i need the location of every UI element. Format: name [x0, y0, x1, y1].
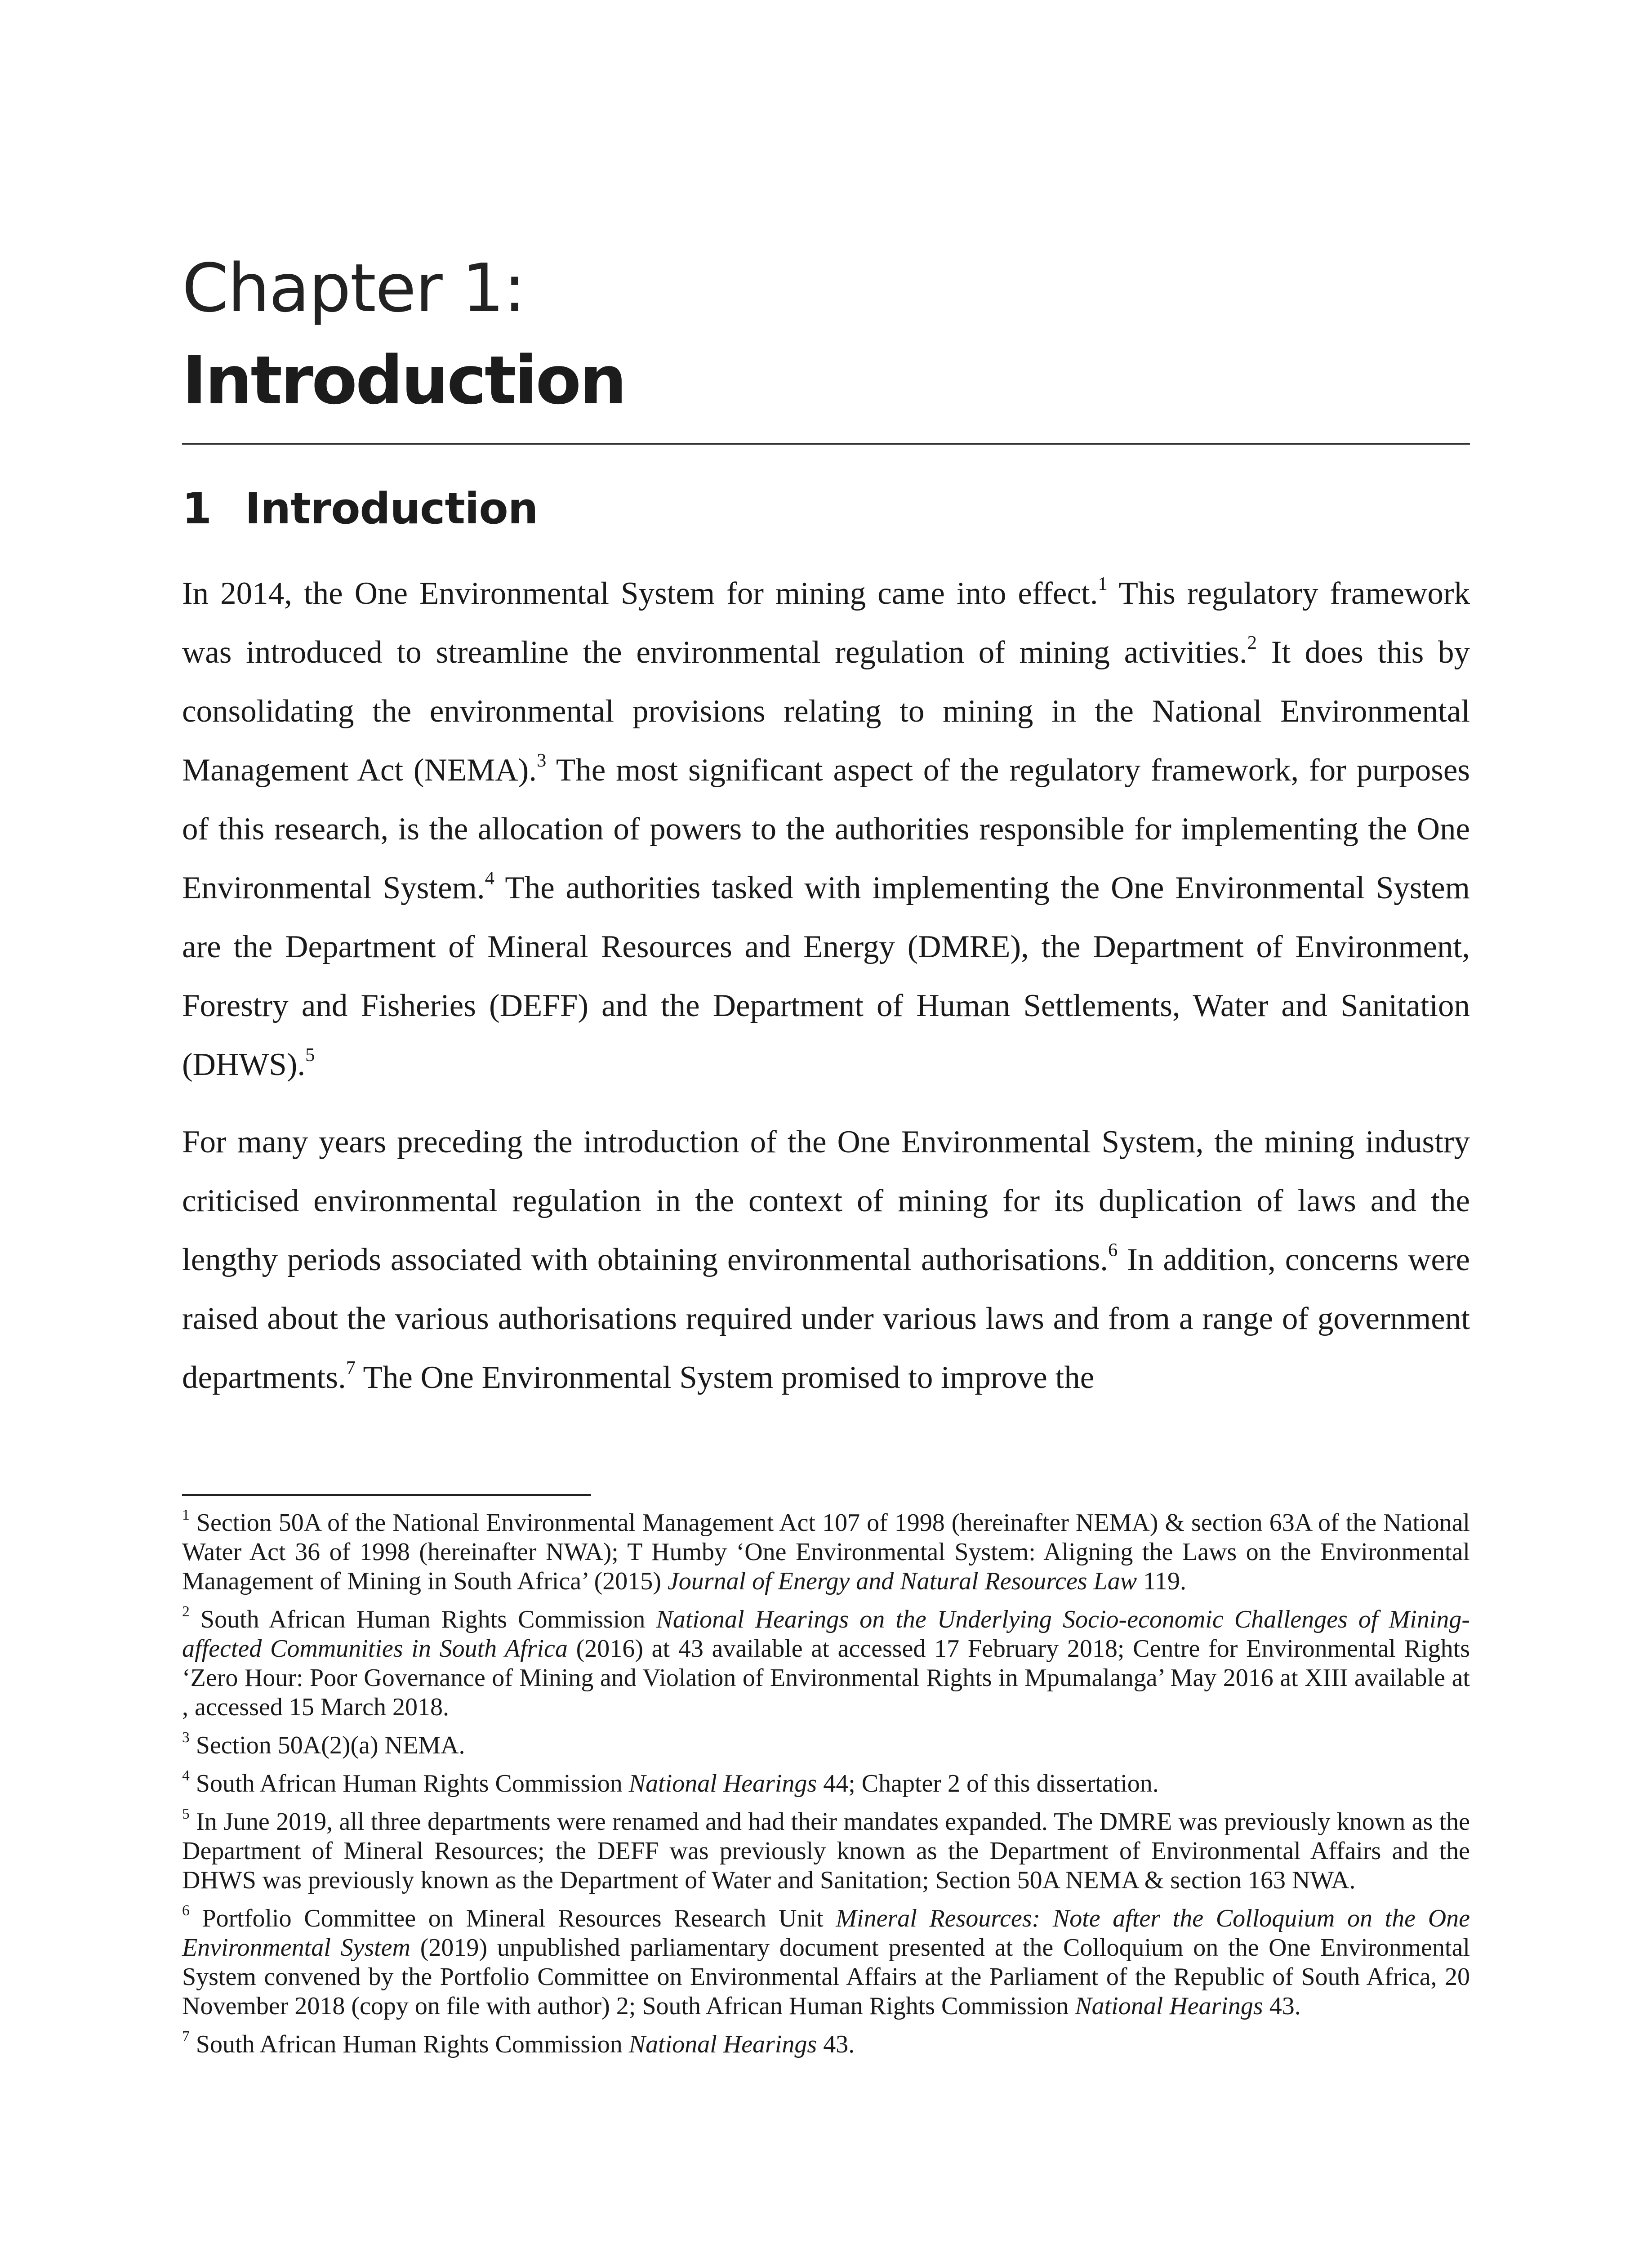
paragraph-text: The most significant aspect of the regulatory framework, for purposes of this research, is the allocation of powers to the authorities responsible for implementing the One Environmental System.	[182, 753, 1470, 905]
footnote-text: South African Human Rights Commission	[189, 1606, 656, 1633]
chapter-divider	[182, 443, 1470, 445]
chapter-title: Introduction	[182, 342, 625, 419]
footnote-ref-6[interactable]: 6	[1108, 1239, 1118, 1261]
footnote-text: 44; Chapter 2 of this dissertation.	[817, 1770, 1159, 1798]
footnote-text: Section 50A of the National Environmental Management Act 107 of 1998 (hereinafter NEMA) & section 63A of the National Water Act 36 of 1998 (hereinafter NWA); T Humby ‘One Environmental System: Aligning the Laws on the Environmental Management of Mining in South Africa’ (2015)	[182, 1509, 1470, 1595]
footnote-text: In June 2019, all three departments were renamed and had their mandates expanded. The DMRE was previously known as the Department of Mineral Resources; the DEFF was previously known as the Department of Environmental Affairs and the DHWS was previously known as the Department of Water and Sanitation; Section 50A NEMA & section 163 NWA.	[182, 1808, 1470, 1894]
footnote-italic-title: Mineral Resources: Note after the Colloquium on the One Environmental System	[182, 1905, 1470, 1962]
footnote-text: (2016) at 43 available at accessed 17 February 2018; Centre for Environmental Rights ‘Zero Hour: Poor Governance of Mining and Violation of Environmental Rights in Mpumalanga’ May 2016 at XIII available at , accessed 15 March 2018.	[182, 1635, 1470, 1721]
footnote-text: Portfolio Committee on Mineral Resources Research Unit	[189, 1905, 836, 1932]
paragraph-text: It does this by consolidating the environmental provisions relating to mining in the National Environmental Management Act (NEMA).	[182, 635, 1470, 788]
footnote-text: (2019) unpublished parliamentary document presented at the Colloquium on the One Environmental System convened by the Portfolio Committee on Environmental Affairs at the Parliament of the Republic of South Africa, 20 November 2018 (copy on file with author) 2; South African Human Rights Commission	[182, 1934, 1470, 2020]
section-title: Introduction	[245, 484, 538, 534]
paragraph-text: The One Environmental System promised to improve the	[356, 1360, 1095, 1395]
footnote-number: 2	[182, 1603, 190, 1620]
footnote-number: 1	[182, 1507, 190, 1524]
footnote-5	[182, 1807, 1470, 1895]
footnote-italic-title: National Hearings	[628, 2030, 817, 2058]
footnote-italic-title: National Hearings	[628, 1770, 817, 1798]
footnote-number: 4	[182, 1767, 190, 1784]
footnote-text: South African Human Rights Commission	[189, 2030, 629, 2058]
paragraph-text: The authorities tasked with implementing the One Environmental System are the Department of Mineral Resources and Energy (DMRE), the Department of Environment, Forestry and Fisheries (DEFF) and the Department of Human Settlements, Water and Sanitation (DHWS).	[182, 870, 1470, 1082]
footnote-italic-title: Journal of Energy and Natural Resources Law	[667, 1567, 1137, 1595]
footnote-7	[182, 2030, 1470, 2059]
footnote-ref-5[interactable]: 5	[305, 1044, 315, 1066]
footnote-2	[182, 1605, 1470, 1722]
body-paragraph-2	[182, 1113, 1470, 1407]
section-heading	[182, 483, 538, 535]
footnote-ref-1[interactable]: 1	[1098, 573, 1108, 594]
footnote-ref-4[interactable]: 4	[485, 867, 494, 889]
paragraph-text: In addition, concerns were raised about the various authorisations required under various laws and from a range of government departments.	[182, 1242, 1470, 1395]
footnote-italic-title: National Hearings on the Underlying Socio-economic Challenges of Mining-affected Communities in South Africa	[182, 1606, 1470, 1663]
footnote-6	[182, 1904, 1470, 2021]
footnote-italic-title: National Hearings	[1075, 1992, 1263, 2020]
footnote-ref-7[interactable]: 7	[346, 1357, 356, 1378]
paragraph-text: This regulatory framework was introduced to streamline the environmental regulation of mining activities.	[182, 576, 1470, 670]
footnote-text: South African Human Rights Commission	[189, 1770, 629, 1798]
footnote-separator	[182, 1494, 591, 1496]
footnote-1	[182, 1508, 1470, 1596]
footnote-ref-3[interactable]: 3	[537, 749, 547, 771]
footnote-text: 43.	[817, 2030, 855, 2058]
footnote-text: 119.	[1137, 1567, 1187, 1595]
paragraph-text: In 2014, the One Environmental System for mining came into effect.	[182, 576, 1098, 611]
footnote-4	[182, 1769, 1470, 1798]
body-paragraph-1	[182, 564, 1470, 1094]
footnote-number: 3	[182, 1729, 190, 1746]
chapter-label: Chapter 1:	[182, 250, 525, 327]
paragraph-text: For many years preceding the introduction of the One Environmental System, the mining industry criticised environmental regulation in the context of mining for its duplication of laws and the lengthy periods associated with obtaining environmental authorisations.	[182, 1124, 1470, 1277]
footnote-ref-2[interactable]: 2	[1247, 632, 1257, 653]
footnotes-section	[182, 1508, 1470, 2068]
footnote-number: 7	[182, 2028, 190, 2045]
footnote-text: 43.	[1263, 1992, 1301, 2020]
footnote-3	[182, 1731, 1470, 1760]
footnote-number: 5	[182, 1806, 190, 1823]
footnote-number: 6	[182, 1902, 190, 1919]
footnote-text: Section 50A(2)(a) NEMA.	[189, 1731, 465, 1759]
section-number: 1	[182, 484, 212, 534]
